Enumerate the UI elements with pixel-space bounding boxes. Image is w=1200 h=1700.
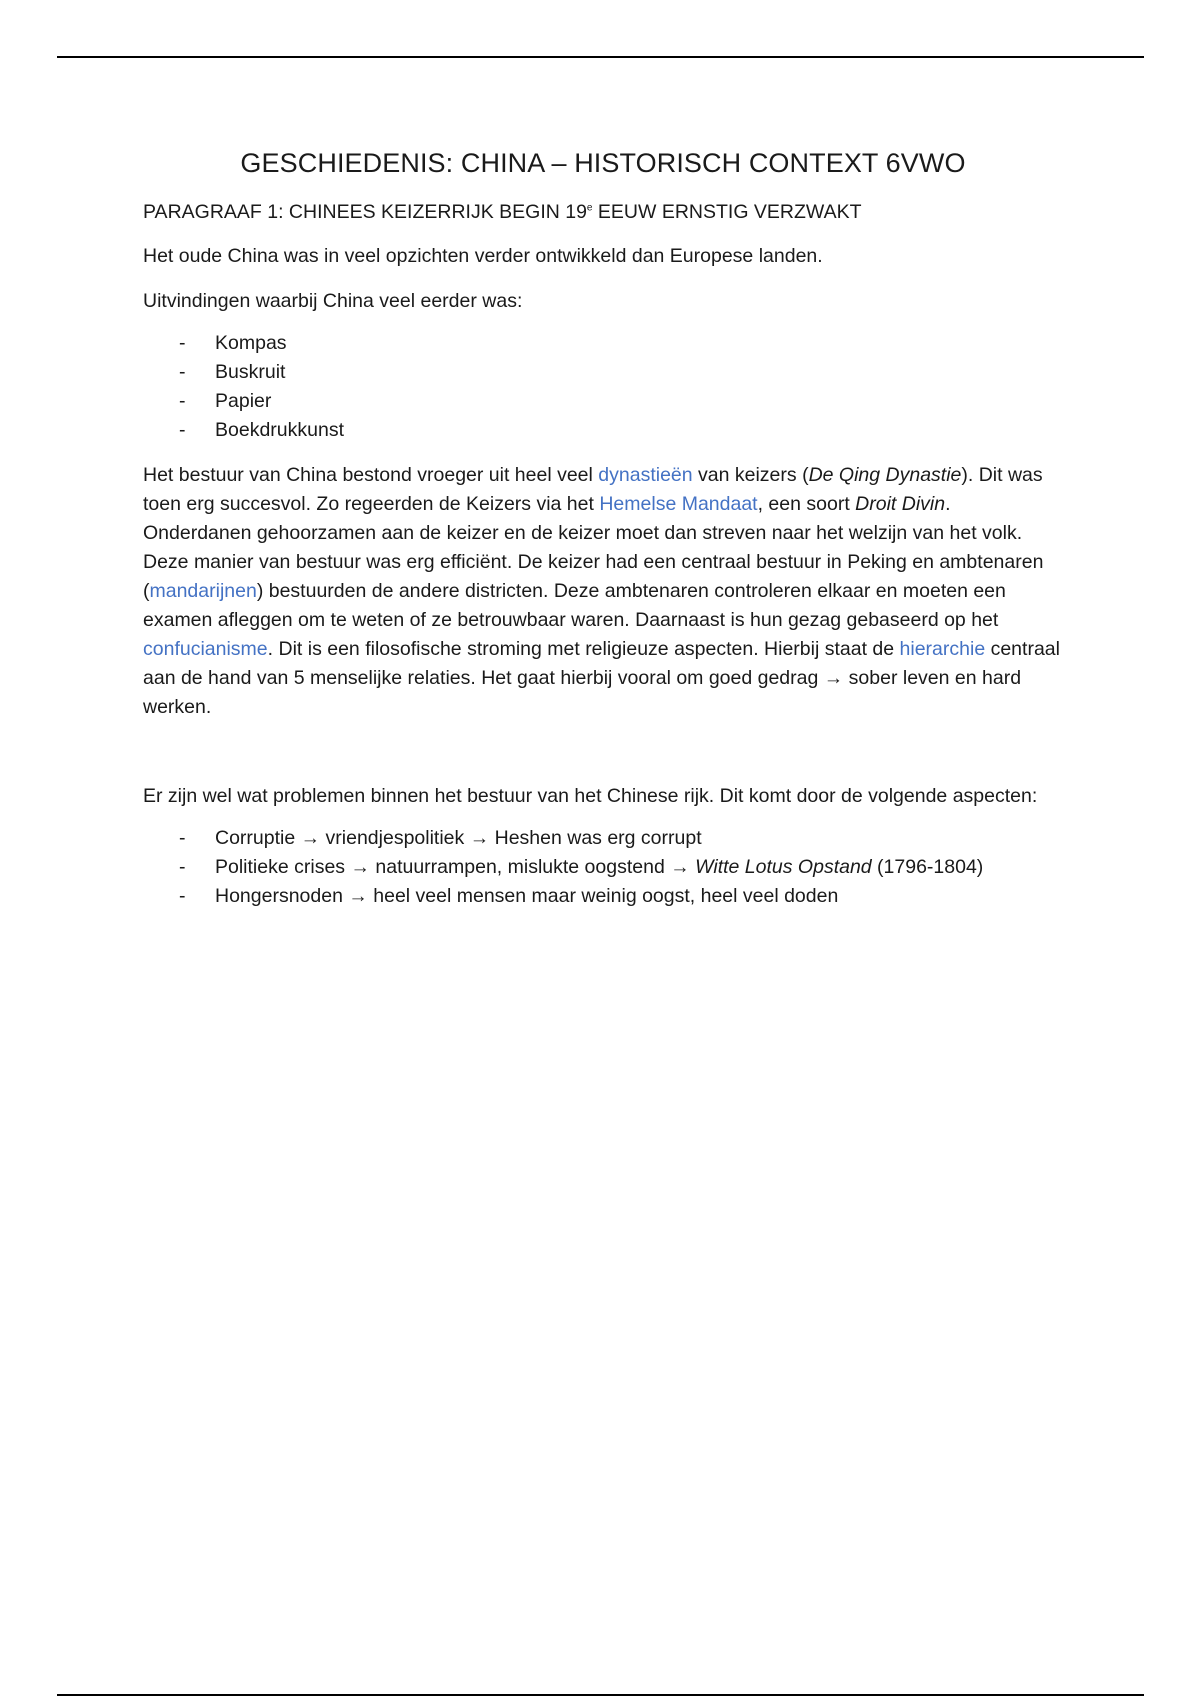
text-run: , een soort <box>757 493 856 515</box>
list-item-text: (1796-1804) <box>871 856 984 878</box>
dash-bullet: - <box>179 361 186 383</box>
term-hierarchie: hierarchie <box>899 638 986 660</box>
governance-paragraph <box>143 461 1063 722</box>
list-item <box>143 358 1063 387</box>
term-mandarijnen: mandarijnen <box>149 580 257 602</box>
text-run: centraal aan de hand van 5 menselijke relaties. Het gaat hierbij vooral om goed gedrag → sober leven en hard werken. <box>143 638 1060 718</box>
list-item-text: Buskruit <box>215 361 286 383</box>
document-body <box>143 140 1063 911</box>
problems-intro: Er zijn wel wat problemen binnen het bestuur van het Chinese rijk. Dit komt door de volgende aspecten: <box>143 785 1038 807</box>
term-hemelse-mandaat: Hemelse Mandaat <box>599 493 758 515</box>
italic-droit-divin: Droit Divin <box>855 493 946 515</box>
list-item <box>143 416 1063 445</box>
text-run: ) bestuurden de andere districten. Deze ambtenaren controleren elkaar en moeten een examen afleggen om te weten of ze betrouwbaar waren. Daarnaast is hun gezag gebaseerd op het <box>143 580 1006 631</box>
term-dynastieen: dynastieën <box>598 464 693 486</box>
list-item <box>143 329 1063 358</box>
footer-rule <box>57 1694 1144 1696</box>
inventions-list <box>143 329 1063 445</box>
term-confucianisme: confucianisme <box>143 638 268 660</box>
list-item-text: Boekdrukkunst <box>215 419 344 441</box>
dash-bullet: - <box>179 885 186 907</box>
text-run: Het bestuur van China bestond vroeger uit heel veel <box>143 464 599 486</box>
list-item-text: Kompas <box>215 332 287 354</box>
italic-qing-dynastie: De Qing Dynastie <box>808 464 962 486</box>
intro-paragraph: Het oude China was in veel opzichten verder ontwikkeld dan Europese landen. <box>143 245 823 267</box>
text-run: . Dit is een filosofische stroming met religieuze aspecten. Hierbij staat de <box>267 638 900 660</box>
problems-list <box>143 824 1063 911</box>
list-item-text: Corruptie → vriendjespolitiek → Heshen was erg corrupt <box>215 827 702 849</box>
text-run: van keizers ( <box>692 464 809 486</box>
list-item-text: Politieke crises → natuurrampen, mislukte oogstend → <box>215 856 696 878</box>
heading-text-end: EEUW ERNSTIG VERZWAKT <box>592 201 862 223</box>
dash-bullet: - <box>179 856 186 878</box>
text-run: ). Dit was toen erg succesvol. Zo regeerden de Keizers via het <box>143 464 1043 515</box>
dash-bullet: - <box>179 390 186 412</box>
list-item-text: Hongersnoden → heel veel mensen maar weinig oogst, heel veel doden <box>215 885 839 907</box>
inventions-intro: Uitvindingen waarbij China veel eerder was: <box>143 290 523 312</box>
list-item <box>143 387 1063 416</box>
dash-bullet: - <box>179 419 186 441</box>
italic-witte-lotus-opstand: Witte Lotus Opstand <box>695 856 872 878</box>
paragraph-heading <box>143 201 1063 224</box>
list-item <box>143 853 1063 882</box>
heading-superscript: e <box>586 202 593 214</box>
list-item <box>143 824 1063 853</box>
list-item-text: Papier <box>215 390 272 412</box>
list-item <box>143 882 1063 911</box>
document-title: GESCHIEDENIS: CHINA – HISTORISCH CONTEXT 6VWO <box>240 148 966 178</box>
dash-bullet: - <box>179 332 186 354</box>
header-rule <box>57 56 1144 58</box>
heading-text-start: PARAGRAAF 1: CHINEES KEIZERRIJK BEGIN 19 <box>143 201 587 223</box>
text-run: . Onderdanen gehoorzamen aan de keizer en de keizer moet dan streven naar het welzijn van het volk. Deze manier van bestuur was erg efficiënt. De keizer had een centraal bestuur in Peking en ambtenaren ( <box>143 493 1044 602</box>
dash-bullet: - <box>179 827 186 849</box>
